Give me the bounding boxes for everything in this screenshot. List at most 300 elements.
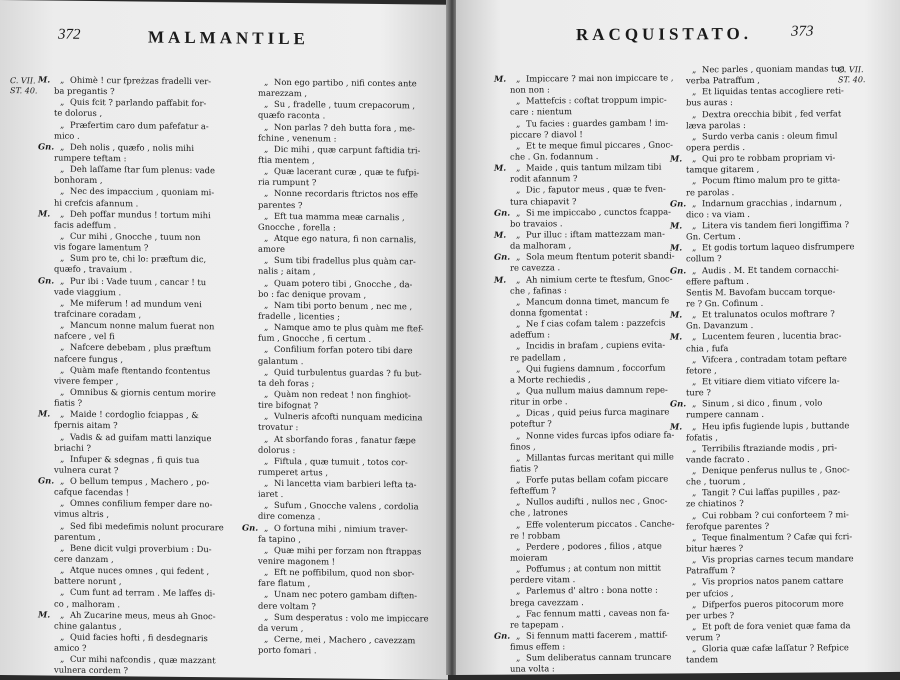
verse-text: vimus altris , [54,509,109,520]
verse-text: ftia mentem , [258,155,315,166]
verse-text: dere voltam ? [258,600,316,611]
verse-text: Forfe putas bellam cofam piccare [526,474,668,485]
verse-line [670,464,840,476]
verse-line [494,663,699,675]
speaker-label: M. [670,309,692,320]
verse-text: re ? Gn. Cofinum . [686,298,763,309]
speaker-label: M. [670,153,692,164]
verse-text: Quàm mafe ftentando fcontentus [70,364,210,375]
verse-line [494,206,699,219]
verse-text: Parlemus d' altro : bona notte : [526,585,658,596]
verse-text: dico : va viam . [686,209,750,219]
verse-text: Omnibus & giornis centum morire [70,387,216,399]
quote-mark: „ [692,577,702,588]
verse-text: battere norunt , [54,576,122,587]
quote-mark: „ [60,387,70,398]
quote-mark: „ [60,632,70,643]
verse-text: Si fennum matti facerem , mattif- [526,630,668,641]
quote-mark: „ [692,332,702,343]
verse-line [670,509,840,521]
verse-text: galantum . [258,355,303,365]
speaker-label: Gn. [38,475,60,486]
verse-text: Maide ! cordoglio fciappas , & [70,409,199,420]
margin-note-chapter: C. VII. [10,76,37,86]
quote-mark: „ [692,309,702,320]
verse-line [670,487,840,499]
quote-mark: „ [264,433,274,444]
speaker-label: Gn. [670,198,692,209]
quote-mark: „ [264,589,274,600]
verse-text: hi crefcis afannum . [54,197,138,208]
verse-text: Dextra orecchia bibit , fed verfat [702,108,841,119]
verse-text: re cavezza . [510,263,560,273]
verse-text: cafque facendas ! [54,487,129,498]
verse-line [494,652,699,665]
verse-text: amore [258,244,285,254]
verse-text: Difperfos pueros pitocorum more [702,598,844,609]
quote-mark: „ [264,166,274,177]
verse-text: Deh nolis , quæfo , nolis mihi [70,142,194,153]
verse-text: Fiftula , quæ tumuit , totos cor- [274,456,408,467]
verse-line [494,251,699,264]
verse-text: O bellum tempus , Machero , po- [70,476,209,487]
verse-text: Sinum , si dico , finum , volo [702,398,822,409]
quote-mark: „ [60,543,70,554]
verse-text: da verum , [258,623,303,633]
quote-mark: „ [264,567,274,578]
quote-mark: „ [516,408,526,419]
quote-mark: „ [516,163,526,174]
verse-text: quæfo , travaium . [54,264,132,275]
verse-text: fradelle , licenties ; [258,311,340,322]
quote-mark: „ [692,554,702,565]
verse-text: che , latrones [510,508,568,518]
verse-text: Præfertim caro dum pafefatur a- [70,119,209,130]
verse-text: Cui robbam ? cui conforteem ? mi- [702,509,849,520]
verse-text: Sufum , Gnocche valens , cordolia [274,500,419,512]
verse-text: Ohimè ! cur fpreżzas fradelli ver- [70,75,211,86]
speaker-label: M. [494,74,516,85]
quote-mark: „ [60,320,70,331]
speaker-label: M. [38,409,60,420]
verse-text: Et vitiare diem vitiato vifcere la- [702,375,840,386]
verse-text: Sum tibi fradellus plus quàm car- [274,255,416,266]
quote-mark: „ [692,621,702,632]
quote-mark: „ [692,421,702,432]
quote-mark: „ [60,609,70,620]
verse-text: Mattefcis : coftat troppum impic- [526,95,667,106]
verse-text: Mancum donna timet, mancum fe [526,295,669,306]
verse-text: Nec parles , quoniam mandas tua [702,63,845,74]
verse-text: Ne f cias cofam talem : pazzefcis [526,318,665,329]
verse-text: Quàm non redeat ! non finghiot- [274,389,411,400]
verse-line [494,295,699,308]
speaker-label: Gn. [670,265,692,276]
right-page [456,0,900,675]
speaker-label: M. [494,230,516,241]
verse-text: chine galantus , [54,620,122,631]
quote-mark: „ [516,274,526,285]
verse-text: venire magonem ! [258,556,335,567]
verse-text: Gn. Davanzum . [686,320,753,330]
verse-text: briachi ? [54,442,91,452]
speaker-label: M. [670,220,692,231]
left-column-2 [242,77,447,658]
verse-text: ze chiatinos ? [686,498,744,508]
verse-text: Vis proprias carnes tecum mandare [702,553,854,564]
left-page [0,0,448,680]
verse-text: Dic mihi , quæ carpunt faftidia tri- [274,144,420,156]
quote-mark: „ [692,599,702,610]
verse-text: Nonne recordaris ftrictos nos effe [274,188,418,200]
verse-text: co , malhoram . [54,598,120,609]
verse-line [670,375,840,387]
verse-text: Eft ne poffibilum, quod non sbor- [274,567,415,578]
verse-text: Ah nimium certe te ftesfum, Gnoc- [526,273,673,284]
quote-mark: „ [264,500,274,511]
quote-mark: „ [516,631,526,642]
verse-text: fchine , venenum : [258,132,336,143]
quote-mark: „ [516,185,526,196]
verse-line [670,197,840,209]
verse-line [494,117,699,130]
verse-text: Nam tibi porto benum , nec me , [274,300,412,311]
quote-mark: „ [692,510,702,521]
verse-text: Tangit ? Cui laffas pupilles , paz- [702,487,840,498]
quote-mark: „ [60,476,70,487]
verse-text: poteftur ? [510,419,552,429]
verse-text: Maide , quis tantum milzam tibi [526,162,661,173]
quote-mark: „ [692,443,702,454]
quote-mark: „ [60,409,70,420]
quote-mark: „ [692,220,702,231]
verse-text: re tapepam . [510,619,564,629]
speaker-label: M. [38,74,60,85]
quote-mark: „ [692,532,702,543]
verse-text: finos , [510,441,536,451]
verse-text: brega cavezzam . [510,597,584,608]
verse-text: Terribilis ftraziande modis , pri- [702,442,837,453]
quote-mark: „ [60,364,70,375]
left-page-number: 372 [58,27,81,44]
verse-text: care : nientum [510,107,572,117]
verse-line [670,242,840,254]
quote-mark: „ [264,210,274,221]
verse-text: da malhoram , [510,240,571,250]
quote-mark: „ [60,119,70,130]
quote-mark: „ [516,296,526,307]
verse-text: marezzam , [258,88,307,99]
verse-line [38,665,248,678]
verse-line [670,86,840,98]
verse-text: Nonne vides furcas ipfos odiare fa- [526,429,674,440]
verse-text: Et liquidas tentas accogliere reti- [702,86,844,97]
verse-text: iaret . [258,489,283,499]
quote-mark: „ [264,411,274,422]
verse-text: fofatis , [686,432,718,442]
verse-line [494,518,699,531]
verse-text: fefteffum ? [510,486,556,496]
verse-text: Poffumus ; at contum non mittit [526,563,661,574]
verse-text: Vulneris afcofti nunquam medicina [274,411,422,423]
verse-line [670,598,840,610]
quote-mark: „ [60,520,70,531]
verse-text: Qui pro te robbam propriam vi- [702,152,835,163]
verse-text: Et poft de fora veniet quæ fama da [702,620,851,631]
verse-line [494,429,699,442]
verse-text: Namque amo te plus quàm me ftef- [274,322,424,334]
quote-mark: „ [60,208,70,219]
verse-text: Mancum nonne malum fuerat non [70,320,214,332]
speaker-label: Gn. [38,141,60,152]
verse-line [494,273,699,286]
verse-text: Quæ mihi per forzam non ftrappas [274,545,421,557]
verse-line [670,219,840,231]
verse-text: Non ego partibo , nifi contes ante [274,77,417,88]
quote-mark: „ [516,653,526,664]
verse-text: Infuper & sdegnas , fi quis tua [70,454,199,465]
verse-line [670,442,840,454]
verse-text: Lucentem feuren , lucentia brac- [702,331,841,342]
verse-text: ritur in orbe . [510,396,568,406]
verse-text: Cur mihi , Gnocche , tuum non [70,231,201,242]
quote-mark: „ [60,297,70,308]
verse-text: parentum , [54,531,101,541]
quote-mark: „ [692,644,702,655]
verse-text: Omnes confilium femper dare no- [70,498,212,509]
verse-text: porto fomari . [258,645,317,656]
quote-mark: „ [60,565,70,576]
verse-text: vivere femper , [54,375,118,386]
verse-text: Gloria quæ cafæ laſſatur ? Refpice [702,643,849,654]
quote-mark: „ [264,300,274,311]
verse-text: Et godis tortum laqueo disfrumpere [702,241,854,252]
margin-note-stanza: ST. 40. [838,75,865,85]
verse-line [670,643,840,655]
verse-text: una volta : [510,664,555,674]
verse-line [494,451,699,464]
quote-mark: „ [60,186,70,197]
speaker-label: M. [670,332,692,343]
quote-mark: „ [264,255,274,266]
quote-mark: „ [60,275,70,286]
quote-mark: „ [516,118,526,129]
verse-text: Ah Zucarine meus, meus ah Gnoc- [70,609,216,621]
quote-mark: „ [692,176,702,187]
verse-line [670,264,840,276]
quote-mark: „ [516,74,526,85]
right-column-2 [670,63,840,666]
margin-note-chapter: C. VII. [838,65,865,75]
verse-text: quæfo raconta . [258,110,325,121]
verse-text: Atque ego natura, fi non carnalis, [274,233,416,244]
quote-mark: „ [60,253,70,264]
verse-text: bus auras : [686,97,733,107]
quote-mark: „ [264,389,274,400]
quote-mark: „ [692,265,702,276]
quote-mark: „ [516,140,526,151]
verse-text: Quid turbulentus guardas ? fu but- [274,367,422,379]
verse-text: Quam potero tibi , Gnocche , da- [274,277,412,288]
verse-text: O fortuna mihi , nimium traver- [274,522,408,533]
quote-mark: „ [516,586,526,597]
verse-text: Bene dicit vulgi proverbium : Du- [70,543,212,554]
verse-text: rodit afannum ? [510,173,577,183]
verse-line [670,331,840,343]
verse-text: fetore , [686,365,717,375]
verse-text: ta deh foras ; [258,377,314,388]
quote-mark: „ [264,277,274,288]
quote-mark: „ [60,654,70,665]
verse-text: a Morte rechiedis , [510,374,591,385]
quote-mark: „ [516,452,526,463]
speaker-label: Gn. [494,207,516,218]
verse-text: Impiccare ? mai non impiccare te , [526,72,674,83]
verse-text: Confilium forfan potero tibi dare [274,344,413,355]
verse-text: Nullos audifti , nullos nec , Gnoc- [526,496,667,507]
quote-mark: „ [60,453,70,464]
verse-text: Cum funt ad terram . Me laffes di- [70,587,215,599]
verse-text: nafcere fungus , [54,353,123,364]
verse-text: Vifcera , contradam totam peftare [702,353,847,364]
quote-mark: „ [264,144,274,155]
verse-text: Sum pro te, chi lo: præftum dic, [70,253,206,264]
verse-line [670,620,840,632]
verse-text: Tu facies : guardes gambam ! im- [526,117,668,128]
speaker-label: M. [670,243,692,254]
verse-text: Nec des impaccium , quoniam mi- [70,186,214,198]
verse-text: Quæ lacerant curæ , quæ te fufpi- [274,166,419,178]
speaker-label: Gn. [494,252,516,263]
verse-text: fa tapino , [258,533,301,543]
speaker-label: M. [38,609,60,620]
left-margin-note [10,76,37,96]
verse-text: Pur illuc : iftam mattezzam man- [526,229,665,240]
right-running-head: RACQUISTATO. [576,24,752,45]
verse-text: tandem [686,655,718,665]
verse-text: tura chiapavit ? [510,196,576,206]
quote-mark: „ [60,164,70,175]
verse-text: Atque nuces omnes , qui fedent , [70,565,209,576]
verse-line [670,108,840,120]
verse-text: Pur ibi : Vade tuum , cancar ! tu [70,275,206,286]
quote-mark: „ [692,109,702,120]
quote-mark: „ [264,99,274,110]
verse-text: effere paftum . [686,276,749,286]
quote-mark: „ [692,87,702,98]
verse-text: Litera vis tandem fieri longiffima ? [702,219,849,230]
quote-mark: „ [516,541,526,552]
verse-text: per ufcios , [686,588,734,598]
verse-line [670,152,840,164]
quote-mark: „ [264,344,274,355]
verse-text: Sum desperatus : volo me impiccare [274,612,429,624]
verse-text: Unam nec potero gambam diften- [274,589,417,600]
verse-text: Gnocche , forella : [258,222,336,233]
quote-mark: „ [264,188,274,199]
verse-text: Si me impiccabo , cunctos fcappa- [526,206,671,217]
verse-line [494,607,699,620]
verse-text: Me miferum ! ad mundum veni [70,298,202,309]
verse-text: tamque gitarem , [686,164,759,175]
verse-text: Heu ipfis fugiende lupis , buttande [702,420,849,431]
speaker-label: Gn. [38,275,60,286]
verse-text: Deh poffar mundus ! tortum mihi [70,208,211,219]
verse-text: Perdere , podores , filios , atque [526,540,662,551]
verse-text: facis adeffum . [54,219,116,230]
verse-text: Quid facies hofti , fi desdegnaris [70,632,208,643]
verse-text: adeffum : [510,330,550,340]
speaker-label: Gn. [670,399,692,410]
verse-text: trovatur : [258,422,298,432]
verse-text: chia , fufa [686,343,728,353]
right-page-number: 373 [791,24,814,41]
verse-text: Sed fibi medefimis nolunt procurare [70,520,224,532]
verse-line [494,139,699,152]
quote-mark: „ [516,207,526,218]
verse-line [670,420,840,432]
verse-text: fpernis aitam ? [54,420,118,431]
quote-mark: „ [516,430,526,441]
verse-text: Qui fugiens damnum , foccorfum [526,362,665,373]
verse-text: Qua nullum maius damnum repe- [526,384,668,395]
quote-mark: „ [264,233,274,244]
verse-text: ria rumpunt ? [258,177,316,188]
quote-mark: „ [60,587,70,598]
verse-text: Dicas , quid peius furca maginare [526,407,669,418]
quote-mark: „ [692,465,702,476]
quote-mark: „ [516,564,526,575]
verse-text: donna fgomentat : [510,307,588,318]
verse-text: Sola meum ftentum poterit sbandi- [526,251,675,262]
verse-text: rumpere teftam : [54,153,126,164]
verse-text: bitur hæres ? [686,543,743,553]
quote-mark: „ [264,545,274,556]
verse-text: trafcinare coradam , [54,309,141,320]
verse-text: nafcere , vel fi [54,331,115,342]
verse-line [494,72,699,85]
quote-mark: „ [264,322,274,333]
left-column-1 [38,74,248,678]
verse-text: che , tuorum , [686,476,746,486]
verse-text: rumpere cannam . [686,409,764,420]
verse-line [670,576,840,588]
speaker-label: Gn. [494,631,516,642]
quote-mark: „ [60,342,70,353]
verse-text: Et tralunatos oculos moftrare ? [702,308,835,319]
verse-text: mico . [54,130,80,140]
verse-text: vulnera cordem ? [54,665,128,676]
verse-text: Incidis in brafam , cupiens evita- [526,340,665,351]
quote-mark: „ [264,77,274,88]
verse-line [670,654,840,666]
verse-text: ferofque parentes ? [686,521,769,532]
verse-text: Deh laſſame ſtar ſum plenus: vade [70,164,215,176]
verse-text: te dolorus , [54,108,102,119]
verse-text: Millantas furcas meritant qui mille [526,451,674,462]
quote-mark: „ [692,153,702,164]
quote-mark: „ [516,363,526,374]
quote-mark: „ [264,121,274,132]
quote-mark: „ [264,478,274,489]
verse-text: Sum deliberatus cannam truncare [526,652,671,663]
quote-mark: „ [516,229,526,240]
verse-text: opera perdis . [686,142,745,152]
quote-mark: „ [692,376,702,387]
verse-line [242,645,447,658]
verse-text: dolorus : [258,444,295,454]
right-column-1 [494,72,699,675]
